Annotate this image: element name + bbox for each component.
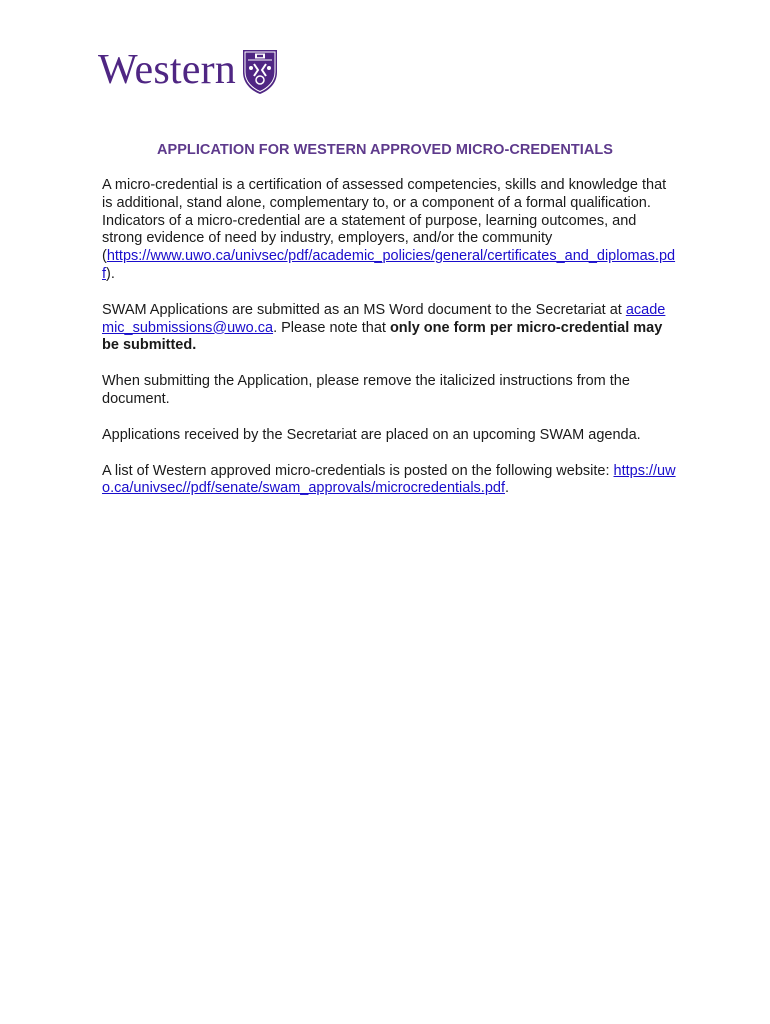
submission-text: SWAM Applications are submitted as an MS Word document to the Secretariat at (102, 301, 626, 318)
document-title: APPLICATION FOR WESTERN APPROVED MICRO-CREDENTIALS (156, 142, 614, 158)
paragraph-definition (102, 177, 677, 284)
link-close-paren: ). (106, 265, 115, 282)
approved-list-end: . (504, 480, 510, 497)
western-logo (98, 44, 279, 96)
policy-link[interactable]: https://www.uwo.ca/univsec/pdf/academic_policies/general/certificates_and_diplomas.pdf (102, 248, 676, 282)
microcredentials-link[interactable]: https://uwo.ca/univsec//pdf/senate/swam_approvals/microcredentials.pdf (102, 462, 676, 497)
approved-list-text: A list of Western approved micro-credentials is posted on the following website: (102, 462, 614, 479)
submission-emphasis: only one form per micro-credential may be submitted. (102, 319, 663, 354)
paragraph-agenda: Applications received by the Secretariat are placed on an upcoming SWAM agenda. (102, 426, 641, 443)
definition-text: A micro-credential is a certification of assessed competencies, skills and knowledge that is additional, stand alone, complementary to, or a component of a formal qualification. Indicators of a micro-credential are a statement of purpose, learning outcomes, and strong evidence of need by industry, employers, and/or the community (102, 177, 667, 247)
email-link[interactable]: academic_submissions@uwo.ca (102, 301, 666, 336)
submission-note: . Please note that (273, 319, 390, 336)
paragraph-instructions: When submitting the Application, please remove the italicized instructions from the document. (102, 373, 630, 407)
document-body (102, 177, 677, 516)
paragraph-approved-list (102, 463, 677, 499)
paragraph-submission (102, 302, 677, 355)
logo-wordmark: Western (98, 47, 236, 93)
link-open-paren: ( (102, 248, 107, 265)
western-crest-icon (241, 46, 279, 96)
